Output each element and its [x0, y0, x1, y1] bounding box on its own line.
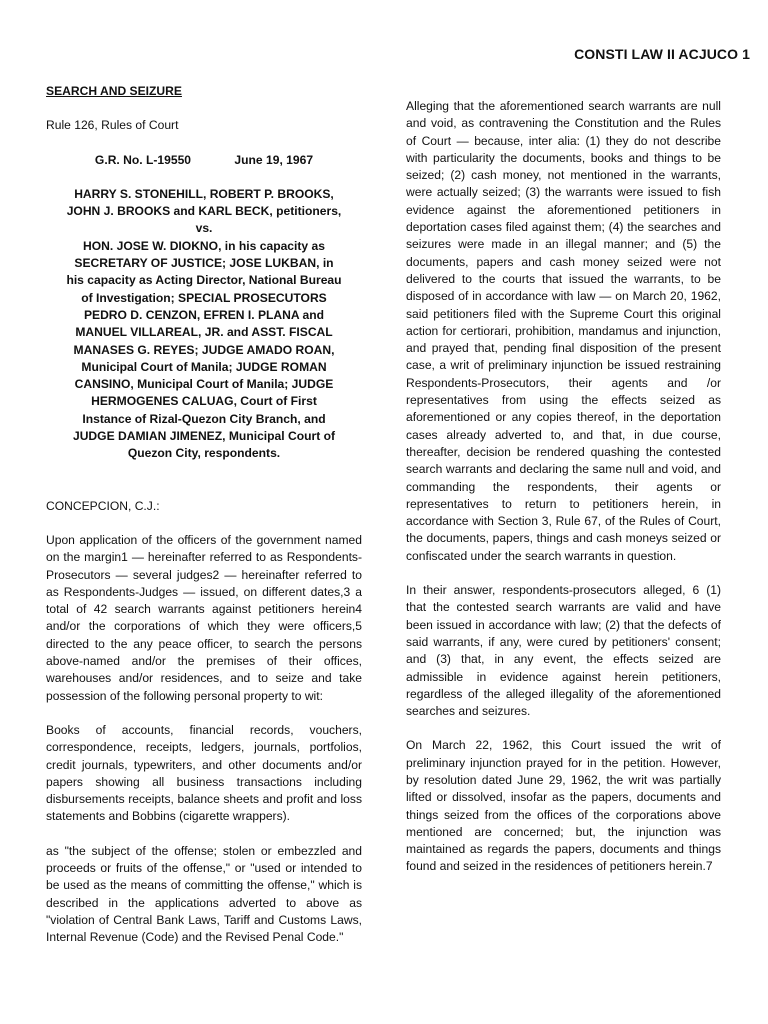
parties-line: Municipal Court of Manila; JUDGE ROMAN: [81, 359, 327, 374]
body-paragraph: Books of accounts, financial records, vouchers, correspondence, receipts, ledgers, journals, portfolios, credit journals, typewriters, and other documents and/or papers showing all business transactions including disbursements receipts, balance sheets and profit and loss statements and Bobbins (cigarette wrappers).: [46, 722, 362, 824]
body-paragraph: Alleging that the aforementioned search warrants are null and void, as contravening the Constitution and the Rules of Court — because, inter alia: (1) they do not describe with particularity the documents, books and things to be seized; (2) cash money, not mentioned in the warrants, were actually seized; (3) the warrants were issued to fish evidence against the aforementioned petitioners in deportation cases filed against them; (4) the searches and seizures were made in an illegal manner; and (5) the documents, papers and cash money seized were not delivered to the courts that issued the warrants, to be disposed of in accordance with law — on March 20, 1962, said petitioners filed with the Supreme Court this original action for certiorari, prohibition, mandamus and injunction, and prayed that, pending final disposition of the present case, a writ of preliminary injunction be issued restraining Respondents-Prosecutors, their agents and /or representatives from using the effects seized as aforementioned or any copies thereof, in the deportation cases already adverted to, and that, in due course, thereafter, decision be rendered quashing the contested search warrants and declaring the same null and void, and commanding the respondents, their agents or representatives to return to petitioners herein, in accordance with Section 3, Rule 67, of the Rules of Court, the documents, papers, things and cash moneys seized or confiscated under the search warrants in question.: [406, 99, 721, 563]
rule-reference: Rule 126, Rules of Court: [46, 118, 179, 133]
parties-line: his capacity as Acting Director, National Bureau: [66, 273, 342, 288]
body-paragraph: On March 22, 1962, this Court issued the writ of preliminary injunction prayed for in the petition. However, by resolution dated June 29, 1962, the writ was partially lifted or dissolved, insofar as the papers, documents and things seized from the offices of the corporations above mentioned are concerned; but, the injunction was maintained as regards the papers, documents and things found and seized in the residences of petitioners herein.7: [406, 738, 721, 874]
parties-line: JUDGE DAMIAN JIMENEZ, Municipal Court of: [72, 429, 336, 444]
right-column: [406, 98, 721, 876]
body-paragraph: Upon application of the officers of the government named on the margin1 — hereinafter referred to as Respondents-Prosecutors — several judges2 — hereinafter referred to as Respondents-Judges — issued, on different dates,3 a total of 42 search warrants against petitioners herein4 and/or the corporations of which they were officers,5 directed to the any peace officer, to search the persons above-named and/or the premises of their offices, warehouses and/or residences, and to seize and take possession of the following personal property to wit:: [46, 532, 362, 703]
parties-line: PEDRO D. CENZON, EFREN I. PLANA and: [83, 307, 325, 322]
case-parties: [46, 186, 362, 463]
parties-line: vs.: [195, 221, 213, 236]
parties-line: HERMOGENES CALUAG, Court of First: [91, 394, 317, 409]
parties-line: MANASES G. REYES; JUDGE AMADO ROAN,: [73, 342, 335, 357]
section-heading: SEARCH AND SEIZURE: [46, 84, 182, 98]
parties-line: HARRY S. STONEHILL, ROBERT P. BROOKS,: [74, 186, 334, 201]
parties-line: of Investigation; SPECIAL PROSECUTORS: [81, 290, 327, 305]
case-date: June 19, 1967: [234, 152, 314, 167]
gr-number: G.R. No. L-19550: [94, 152, 192, 167]
parties-line: SECRETARY OF JUSTICE; JOSE LUKBAN, in: [74, 256, 334, 271]
parties-line: JOHN J. BROOKS and KARL BECK, petitioners,: [66, 204, 342, 219]
body-paragraph: In their answer, respondents-prosecutors alleged, 6 (1) that the contested search warrants are valid and have been issued in accordance with law; (2) that the defects of said warrants, if any, were cured by petitioners' consent; and (3) that, in any event, the effects seized are admissible in evidence against herein petitioners, regardless of the alleged illegality of the aforementioned searches and seizures.: [406, 583, 721, 719]
ponente: CONCEPCION, C.J.:: [46, 498, 160, 513]
parties-line: CANSINO, Municipal Court of Manila; JUDGE: [74, 377, 334, 392]
parties-line: HON. JOSE W. DIOKNO, in his capacity as: [83, 238, 325, 253]
body-paragraph: as "the subject of the offense; stolen or embezzled and proceeds or fruits of the offense," or "used or intended to be used as the means of committing the offense," which is described in the applications adverted to above as "violation of Central Bank Laws, Tariff and Customs Laws, Internal Revenue (Code) and the Revised Penal Code.": [46, 843, 362, 945]
left-column: [46, 80, 362, 946]
parties-line: Instance of Rizal-Quezon City Branch, and: [82, 411, 326, 426]
parties-line: Quezon City, respondents.: [127, 446, 281, 461]
parties-line: MANUEL VILLAREAL, JR. and ASST. FISCAL: [75, 325, 333, 340]
case-number-line: [46, 152, 362, 169]
page-header: CONSTI LAW II ACJUCO 1: [574, 46, 750, 62]
